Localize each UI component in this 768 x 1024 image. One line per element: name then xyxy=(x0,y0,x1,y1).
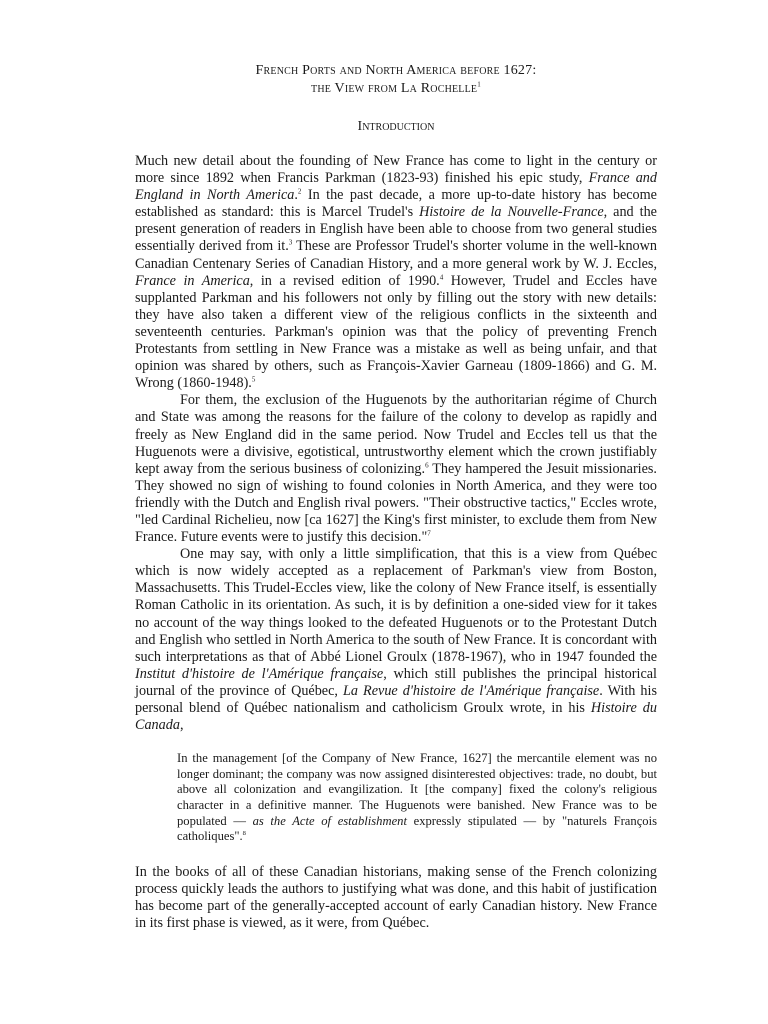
p3-italic-title-3: Histoire du Canada xyxy=(135,700,657,734)
quote-text-2: expressly stipulated — by "naturels François catholiques". xyxy=(177,813,657,844)
quote-text-1: In the management [of the Company of New France, 1627] the mercantile element was no longer dominant; the company was now assigned disinterested objectives: trade, no doubt, but above all colonization and evangilization. It [the company] fixed the colony's religious character in a definitive manner. The Huguenots were banished. New France was to be populated — xyxy=(177,751,657,828)
paragraph-1 xyxy=(135,153,657,392)
paragraph-3 xyxy=(135,546,657,734)
p3-text-3-end: , xyxy=(179,717,184,734)
footnote-ref-7: 7 xyxy=(427,529,431,538)
p3-italic-title-1: Institut d'histoire de l'Amérique française xyxy=(135,665,384,682)
title-line-2: the View from La Rochelle xyxy=(311,81,478,96)
title-line-1: French Ports and North America before 1627: xyxy=(255,63,537,78)
quote-italic-phrase: as the Acte of establishment xyxy=(252,813,407,828)
document-title xyxy=(135,62,657,98)
p1-text-2: In the past decade, a more up-to-date history has become established as standard: this is Marcel Trudel's xyxy=(135,187,657,221)
p1-text-2-end: , and the present generation of readers in English have been able to choose from two general studies essentially derived from it. xyxy=(135,204,657,255)
p1-italic-title-1: France and England in North America xyxy=(135,170,657,204)
p3-text-2: , which still publishes the principal historical journal of the province of Québec, xyxy=(135,665,657,699)
paragraph-2 xyxy=(135,392,657,546)
footnote-ref-3: 3 xyxy=(288,238,293,247)
footnote-ref-5: 5 xyxy=(251,375,256,384)
footnote-ref-6: 6 xyxy=(425,460,429,469)
p1-text-3: These are Professor Trudel's shorter volume in the well-known Canadian Centenary Series of Canadian History, and a more general work by W. J. Eccles, xyxy=(135,238,657,272)
body-text xyxy=(135,153,657,734)
p1-text-4: However, Trudel and Eccles have supplanted Parkman and his followers not only by filling out the story with new details: they have also taken a different view of the religious conflicts in the sixteenth and seventeenth centuries. Parkman's opinion was that the policy of preventing French Protestants from settling in New France was a mistake as well as being unfair, and that opinion was shared by others, such as François-Xavier Garneau (1809-1866) and G. M. Wrong (1860-1948). xyxy=(135,272,658,392)
p3-text-1: One may say, with only a little simplification, that this is a view from Québec which is now widely accepted as a replacement of Parkman's view from Boston, Massachusetts. This Trudel-Eccles view, like the colony of New France itself, is essentially Roman Catholic in its orientation. As such, it is by definition a one-sided view for it takes no account of the way things looked to the defeated Huguenots or to the Protestant Dutch and English who settled in North America to the south of New France. It is concordant with such interpretations as that of Abbé Lionel Groulx (1878-1967), who in 1947 founded the xyxy=(135,546,657,665)
p1-text-3-end: , in a revised edition of 1990. xyxy=(249,272,440,289)
section-heading: Introduction xyxy=(357,119,435,134)
p1-italic-title-2: Histoire de la Nouvelle-France xyxy=(419,204,604,221)
footnote-ref-4: 4 xyxy=(439,272,444,281)
p1-text-1: Much new detail about the founding of New France has come to light in the century or more since 1892 when Francis Parkman (1823-93) finished his epic study, xyxy=(135,153,657,187)
footnote-ref-1: 1 xyxy=(477,80,481,89)
p3-italic-title-2: La Revue d'histoire de l'Amérique française xyxy=(343,682,600,699)
p1-italic-title-3: France in America xyxy=(135,272,250,289)
p2-text-2: They hampered the Jesuit missionaries. They showed no sign of wishing to found colonies in North America, and they were too friendly with the Dutch and English rival powers. "Their obstructive tactics," Eccles wrote, "led Cardinal Richelieu, now [ca 1627] the King's first minister, to exclude them from New France. Future events were to justify this decision." xyxy=(135,460,657,546)
footnote-ref-8: 8 xyxy=(242,829,246,837)
closing-paragraph: In the books of all of these Canadian historians, making sense of the French colonizing process quickly leads the authors to justifying what was done, and this habit of justification has become part of the generally-accepted account of early Canadian history. New France in its first phase is viewed, as it were, from Québec. xyxy=(135,863,657,932)
document-page xyxy=(135,62,657,946)
block-quote xyxy=(177,751,657,845)
p3-text-3: . With his personal blend of Québec nationalism and catholicism Groulx wrote, in his xyxy=(135,682,657,716)
footnote-ref-2: 2 xyxy=(297,187,302,196)
p1-text-1-end: . xyxy=(294,187,298,204)
p2-text-1: For them, the exclusion of the Huguenots by the authoritarian régime of Church and State was among the reasons for the failure of the colony to develop as rapidly and freely as New England did in the same period. Now Trudel and Eccles tell us that the Huguenots were a divisive, egotistical, untrustworthy element which the crown justifiably kept away from the serious business of colonizing. xyxy=(135,392,657,477)
